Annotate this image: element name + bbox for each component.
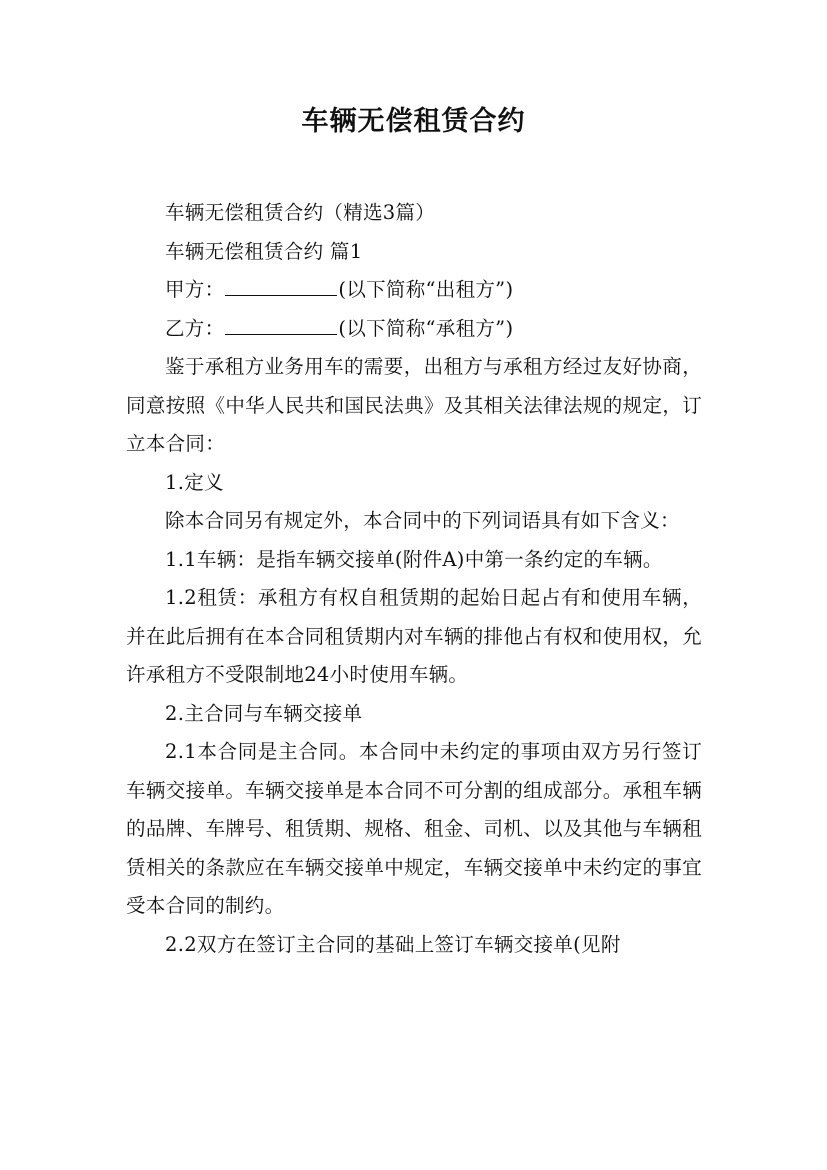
clause-paragraph: 1.1车辆：是指车辆交接单(附件A)中第一条约定的车辆。 (165, 547, 663, 571)
party-a-line (126, 271, 702, 310)
party-a-blank (225, 277, 337, 296)
section-heading: 车辆无偿租赁合约 篇1 (165, 239, 363, 263)
party-b-line (126, 310, 702, 349)
preamble-paragraph: 鉴于承租方业务用车的需要，出租方与承租方经过友好协商，同意按照《中华人民共和国民法典》及其相关法律法规的规定，订立本合同： (126, 355, 702, 455)
clause-paragraph: 1.2租赁：承租方有权自租赁期的起始日起占有和使用车辆，并在此后拥有在本合同租赁期内对车辆的排他占有权和使用权，允许承租方不受限制地24小时使用车辆。 (126, 586, 702, 686)
party-b-suffix: (以下简称“承租方”) (338, 316, 514, 340)
clause-heading: 2.主合同与车辆交接单 (165, 701, 363, 725)
party-b-blank (225, 316, 337, 335)
clause-heading: 1.定义 (165, 470, 224, 494)
clause-paragraph: 除本合同另有规定外，本合同中的下列词语具有如下含义： (165, 509, 680, 532)
clause-paragraph: 2.2双方在签订主合同的基础上签订车辆交接单(见附 (165, 932, 621, 956)
document-body (126, 194, 702, 964)
clause-paragraph: 2.1本合同是主合同。本合同中未约定的事项由双方另行签订车辆交接单。车辆交接单是本合同不可分割的组成部分。承租车辆的品牌、车牌号、租赁期、规格、租金、司机、以及其他与车辆租赁相关的条款应在车辆交接单中规定，车辆交接单中未约定的事宜受本合同的制约。 (126, 740, 702, 917)
party-a-label: 甲方： (165, 278, 225, 301)
document-title: 车辆无偿租赁合约 (301, 106, 526, 137)
party-b-label: 乙方： (165, 316, 225, 340)
subtitle-paragraph: 车辆无偿租赁合约（精选3篇） (165, 201, 436, 224)
party-a-suffix: (以下简称“出租方”) (338, 278, 514, 301)
